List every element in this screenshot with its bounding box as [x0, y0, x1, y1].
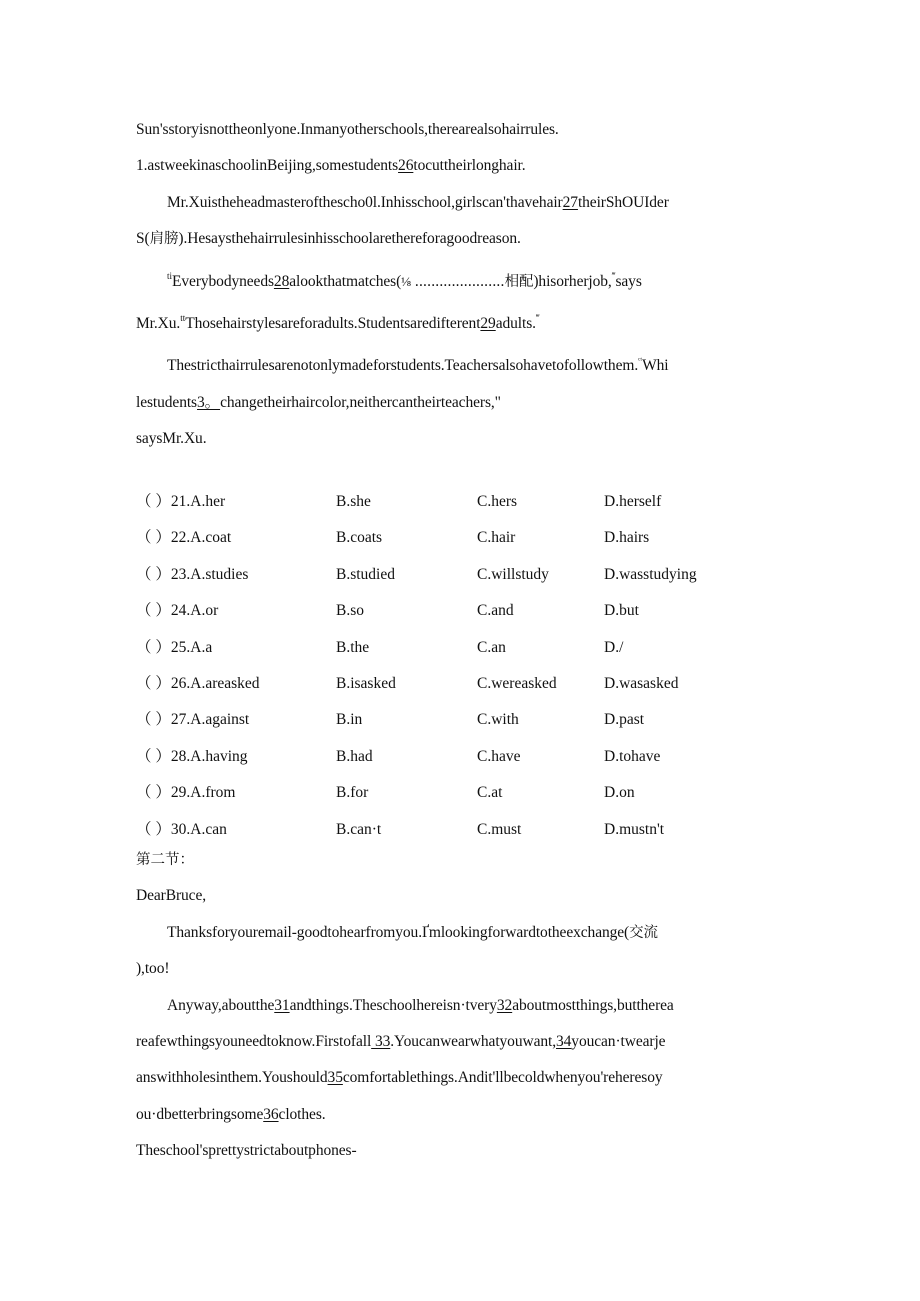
option-b[interactable]: B.had [336, 747, 373, 765]
text-run: DearBruce, [136, 887, 206, 905]
option-d[interactable]: D.mustn't [604, 820, 665, 838]
letter-line [136, 1097, 796, 1133]
text-run: comfortablethings.Andit'llbecoldwhenyou'reheresoy [342, 1069, 663, 1087]
text-run: answithholesinthem.Youshould [136, 1069, 328, 1087]
option-a[interactable]: （ ）24.A.or [136, 602, 219, 620]
option-d[interactable]: D.herself [604, 493, 662, 510]
text-run: ᶜᵗ [638, 355, 643, 366]
option-row[interactable] [136, 666, 796, 702]
option-row[interactable] [136, 520, 796, 556]
option-c[interactable]: C.and [477, 602, 514, 620]
option-b[interactable]: B.the [336, 638, 370, 656]
option-row[interactable] [136, 593, 796, 629]
option-b[interactable]: B.she [336, 493, 371, 510]
answer-blank: 26 [398, 157, 414, 175]
passage-line [136, 221, 786, 257]
option-row[interactable] [136, 739, 796, 775]
answer-blank: 35 [327, 1069, 343, 1087]
text-run: S( [136, 230, 150, 248]
option-b[interactable]: B.coats [336, 529, 383, 547]
answer-blank: 32 [496, 996, 513, 1014]
option-c[interactable]: C.willstudy [477, 565, 549, 583]
letter-line [136, 878, 796, 914]
answer-blank: 28 [273, 272, 290, 290]
letter-line [136, 988, 796, 1024]
option-d[interactable]: D.but [604, 602, 639, 620]
text-run: adults. [495, 315, 536, 333]
passage-line [136, 342, 786, 384]
letter-line [136, 1060, 796, 1096]
letter-line [136, 951, 796, 987]
option-d[interactable]: D.on [604, 784, 635, 802]
passage-line [136, 421, 786, 457]
passage-line [136, 148, 786, 184]
answer-blank: 29 [480, 315, 496, 333]
option-b[interactable]: B.isasked [336, 674, 396, 692]
text-run: theirShOUIder [577, 193, 669, 211]
text-run: reafewthingsyouneedtoknow.Firstofall [136, 1033, 372, 1051]
option-a[interactable]: （ ）30.A.can [136, 820, 227, 838]
option-a[interactable]: （ ）28.A.having [136, 747, 248, 765]
option-d[interactable]: D.past [604, 711, 645, 729]
answer-blank: 34 [555, 1033, 572, 1051]
text-run: Mr.Xuistheheadmasterofthescho0l.Inhisschool,girlscan'thavehair [167, 193, 563, 211]
letter-line [136, 1024, 796, 1060]
text-run: ‴ [611, 270, 616, 281]
text-run: ti [167, 270, 173, 281]
passage-line [136, 300, 786, 342]
answer-blank: 27 [562, 193, 578, 211]
text-run: ‴ [535, 313, 540, 324]
text-run: ).Hesaysthehairrulesinhisschoolarethereforagoodreason. [178, 230, 521, 248]
text-run: Everybodyneeds [172, 272, 274, 290]
option-a[interactable]: （ ）23.A.studies [136, 565, 249, 583]
option-c[interactable]: C.wereasked [477, 674, 557, 692]
option-row[interactable] [136, 702, 796, 738]
text-run: youcan·twearje [571, 1033, 666, 1051]
answer-blank: 3。 [197, 393, 221, 411]
option-c[interactable]: C.at [477, 784, 503, 802]
text-run: Whi [642, 357, 669, 375]
text-run: ),too! [136, 960, 170, 978]
option-a[interactable]: （ ）22.A.coat [136, 529, 232, 547]
option-row[interactable] [136, 484, 796, 520]
option-row[interactable] [136, 630, 796, 666]
text-run: Thanksforyouremail-goodtohearfromyou.Ґmlookingforwardtotheexchange( [167, 923, 630, 941]
text-run: 相配 [504, 273, 534, 290]
text-run: Thestricthairrulesarenotonlymadeforstudents.Teachersalsohavetofollowthem. [167, 357, 639, 375]
option-a[interactable]: （ ）21.A.her [136, 493, 226, 510]
text-run: Anyway,aboutthe [167, 996, 275, 1014]
text-run: clothes. [278, 1105, 326, 1123]
option-c[interactable]: C.an [477, 638, 506, 656]
passage-line [136, 385, 786, 421]
text-run: Theschool'sprettystrictaboutphones- [136, 1142, 357, 1160]
option-c[interactable]: C.hair [477, 529, 516, 547]
text-run: 交流 [629, 924, 658, 941]
option-c[interactable]: C.have [477, 747, 521, 765]
option-a[interactable]: （ ）29.A.from [136, 784, 236, 802]
text-run: ⅛ [401, 273, 411, 289]
section-two-letter [136, 842, 796, 1170]
text-run: 第二节： [136, 852, 194, 868]
text-run: tocuttheirlonghair. [413, 157, 526, 175]
letter-line [136, 842, 796, 878]
passage-line [136, 185, 786, 221]
letter-line [136, 1133, 796, 1169]
option-d[interactable]: D./ [604, 638, 624, 656]
option-c[interactable]: C.with [477, 711, 519, 729]
text-run: saysMr.Xu. [136, 430, 207, 448]
option-b[interactable]: B.for [336, 784, 369, 802]
text-run: tt [180, 313, 186, 324]
option-d[interactable]: D.wasasked [604, 674, 679, 692]
text-run: Sun'sstoryisnottheonlyone.Inmanyotherschools,therearealsohairrules. [136, 121, 559, 138]
option-row[interactable] [136, 557, 796, 593]
text-run: says [615, 272, 642, 290]
option-d[interactable]: D.wasstudying [604, 565, 697, 583]
text-run: 1.astweekinaschoolinBeijing,somestudents [136, 157, 399, 175]
text-run: ou·dbetterbringsome [136, 1105, 264, 1123]
passage-line [136, 258, 786, 300]
option-b[interactable]: B.studied [336, 565, 395, 583]
text-run: 肩膀 [149, 231, 179, 248]
text-run: Thosehairstylesareforadults.Studentsaredifterent [185, 315, 481, 333]
option-a[interactable]: （ ）25.A.a [136, 638, 213, 656]
option-a[interactable]: （ ）26.A.areasked [136, 674, 260, 692]
answer-blank: 31 [274, 996, 290, 1014]
option-d[interactable]: D.tohave [604, 747, 661, 765]
answer-blank: 33 [371, 1033, 391, 1051]
letter-line [136, 915, 796, 951]
option-c[interactable]: C.hers [477, 493, 518, 510]
text-run: )hisorherjob, [533, 272, 612, 290]
text-run: changetheirhaircolor,neithercantheirteachers," [220, 393, 501, 411]
passage-line [136, 112, 786, 148]
option-b[interactable]: B.in [336, 711, 363, 729]
text-run: .Youcanwearwhatyouwant, [390, 1033, 556, 1051]
option-b[interactable]: B.so [336, 602, 364, 620]
text-run: ...................... [410, 272, 505, 290]
option-a[interactable]: （ ）27.A.against [136, 711, 250, 729]
option-d[interactable]: D.hairs [604, 529, 650, 547]
answer-blank: 36 [263, 1105, 279, 1123]
option-b[interactable]: B.can·t [336, 820, 382, 838]
text-run: alookthatmatches( [289, 272, 402, 290]
text-run: lestudents [136, 393, 197, 411]
multiple-choice-options [136, 484, 796, 848]
option-c[interactable]: C.must [477, 820, 522, 838]
text-run: aboutmostthings,buttherea [512, 996, 674, 1014]
reading-passage [136, 112, 786, 458]
text-run: Mr.Xu. [136, 315, 181, 333]
option-row[interactable] [136, 775, 796, 811]
text-run: andthings.Theschoolhereisn·tvery [289, 996, 497, 1014]
